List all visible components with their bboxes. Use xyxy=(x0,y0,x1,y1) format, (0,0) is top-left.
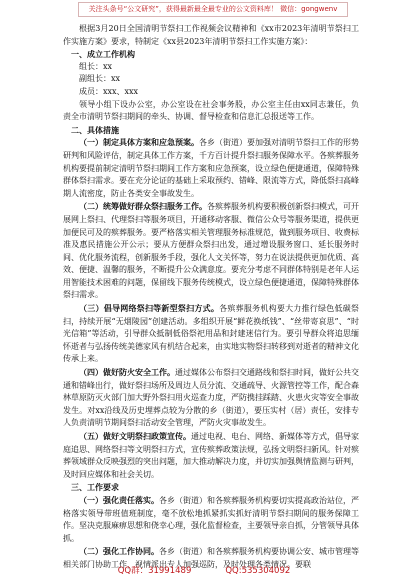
measure-heading-3: （三）倡导网络祭扫等新型祭扫方式。 xyxy=(79,303,220,314)
measure-paragraph-3 xyxy=(63,302,359,366)
measure-text-1: 各乡（街道）要加强对清明节祭扫工作的形势研判和风险评估，制定具体工作方案，千方百计提升祭扫服务保障水平。各殡葬服务机构要提前制定清明节祭扫期间工作方案和应急预案，设立绿色便捷通道，保障特殊群体祭扫需求。要在充分论证的基础上采取预约、错峰、限流等方式，降低祭扫高峰期人流密度，防止各类安全事故发生。 xyxy=(63,138,359,198)
requirement-text-1: 各乡（街道）和各殡葬服务机构要切实提高政治站位，严格落实领导带班值班制度，毫不放松地抓紧抓实抓好清明节祭扫期间的服务保障工作。坚决克服麻痹思想和侥幸心理，强化监督检查，主要领导亲自抓，分管领导具体抓。 xyxy=(63,495,359,543)
section-heading-organization: 一、成立工作机构 xyxy=(71,49,135,60)
requirement-heading-1: （一）强化责任落实。 xyxy=(79,494,159,505)
intro-paragraph: 根据3月20日全国清明节祭扫工作视频会议精神和《xx市2023年清明节祭扫工作实施方案》要求，特制定《xx县2023年清明节祭扫工作实施方案》： xyxy=(63,24,359,46)
measure-paragraph-5 xyxy=(63,430,359,481)
requirement-text-2: 各乡（街道）和各殡葬服务机构要协调公安、城市管理等相关部门协助工作，视情派出专人加强巡防，及时处理各类情况。要联 xyxy=(63,547,359,569)
measure-heading-1: （一）制定具体方案和应急预案。 xyxy=(79,137,199,148)
deputy-leader-line: 副组长：xx xyxy=(79,74,121,84)
measure-paragraph-4 xyxy=(63,366,359,430)
qq-number-text: QQ:535304092 xyxy=(225,566,291,576)
contact-footer xyxy=(0,564,408,578)
office-paragraph: 领导小组下设办公室，办公室设在社会事务股，办公室主任由xx同志兼任，负责全市清明节祭扫期间的牵头、协调、督导检查和信息汇总报送等工作。 xyxy=(63,99,359,122)
measure-text-3: 各殡葬服务机构要大力推行绿色低碳祭扫，持续开展“无烟陵园”创建活动。多组织开展“鲜花换纸钱”、“丝带寄哀思”、“时光信箱”等活动，引导群众抵制低俗祭祀用品和封建迷信行为。要引导群众将追思缅怀逝者与弘扬传统美德家风有机结合起来，由实地实物祭扫转移到对逝者的精神文化传承上来。 xyxy=(63,304,360,364)
measure-heading-2: （二）统筹做好群众祭扫服务工作。 xyxy=(79,201,207,212)
leader-line: 组长：xx xyxy=(79,61,113,71)
members-line: 成员：xxx、xxx xyxy=(79,86,139,96)
document-body xyxy=(63,23,359,572)
measure-heading-5: （五）做好文明祭扫政策宣传。 xyxy=(79,431,191,441)
qq-group-text: QQ群：31991489 xyxy=(117,566,192,576)
promo-banner-text: 关注头条号“公文研究”，获得最新最全最专业的公文资料库！ 微信：gongwenv xyxy=(88,5,338,13)
section-heading-measures: 二、具体措施 xyxy=(71,124,119,135)
measure-text-5: 通过电视、电台、网络、新媒体等方式，倡导家庭追思、网络祭扫等文明祭扫方式，宣传殡葬政策法规，弘扬文明祭扫新风。针对殡葬领域群众反映强烈的突出问题，加大推动解决力度，并切实加强舆情监测与研判，及时回应媒体和社会关切。 xyxy=(63,432,359,479)
measure-paragraph-2 xyxy=(63,200,359,302)
requirement-heading-2: （二）强化工作协同。 xyxy=(79,546,159,557)
promo-banner xyxy=(78,2,348,17)
measure-heading-4: （四）做好防火安全工作。 xyxy=(79,367,175,378)
measure-paragraph-1 xyxy=(63,136,359,200)
measure-text-2: 各殡葬服务机构要积极创新祭扫模式，可开展网上祭扫、代理祭扫等服务项目，开通移动客服、微信公众号等服务渠道，提供更加便民可及的殡葬服务。要严格落实相关管理服务标准规范，做到服务项目、收费标准及惠民措施公开公示；要从方便群众祭扫出发，通过增设服务窗口、延长服务时间、优化服务流程，创新服务手段，强化人文关怀等，努力在说法提供更加优质、高效、便捷、温馨的服务，不断提升公众满意度。要充分考虑不同群体特别是老年人运用智能技术困难的问题，保留线下服务传统模式，设立绿色便捷通道，保障特殊群体祭扫需求。 xyxy=(63,202,359,300)
requirement-paragraph-1 xyxy=(63,494,359,545)
measure-text-4: 通过媒体公布祭扫交通路线和祭扫时间，做好公共交通和错峰出行，做好祭扫场所及周边人员分流、交通疏导、火源管控等工作，配合森林草原防灭火部门加大野外祭扫用火巡查力度，严防携挂踩踏、火患火灾等安全事故发生。对xx沿线及历史埋葬点较为分散的乡（街道），要压实村（居）责任，安排专人负责清明节期间祭扫活动安全管理，严防火灾事故发生。 xyxy=(63,368,359,428)
section-heading-requirements: 三、工作要求 xyxy=(71,482,119,493)
